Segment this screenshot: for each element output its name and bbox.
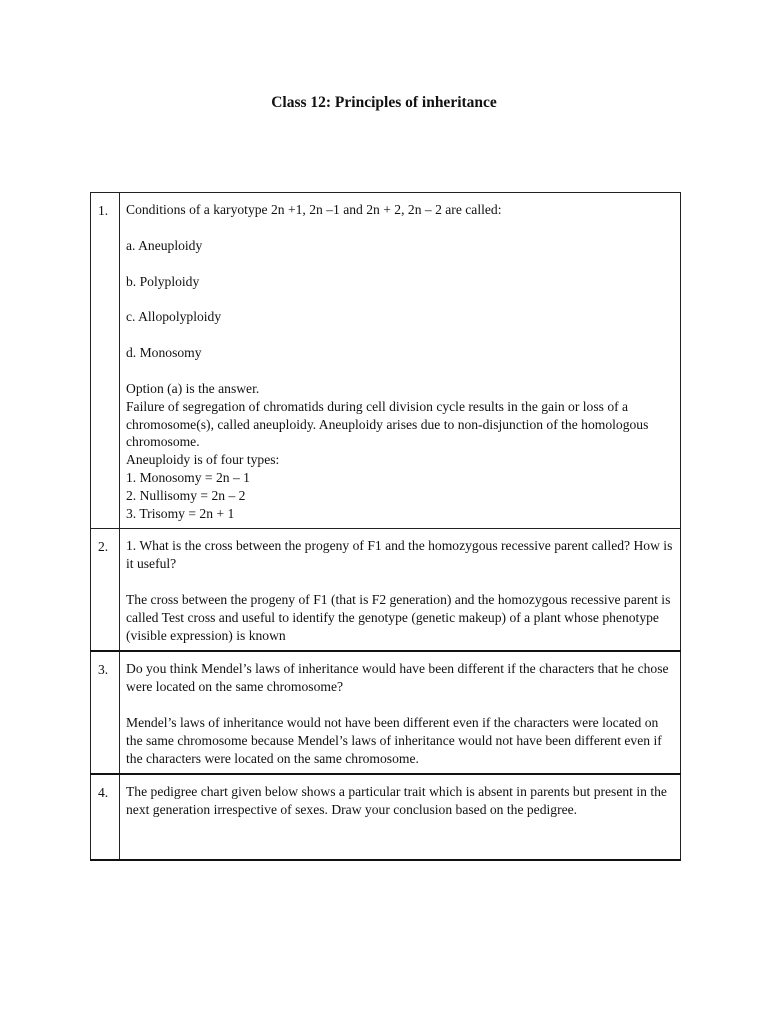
question-row: [91, 774, 681, 860]
answer-type-item: 2. Nullisomy = 2n – 2: [126, 487, 246, 503]
answer-text: The cross between the progeny of F1 (that is F2 generation) and the homozygous recessive parent is called Test cross and useful to identify the genotype (genetic makeup) of a plant whose phenotype (visible expression) is known: [126, 591, 671, 643]
answer-explanation: Failure of segregation of chromatids during cell division cycle results in the gain or loss of a chromosome(s), called aneuploidy. Aneuploidy arises due to non-disjunction of the homologous chromosome.: [126, 398, 649, 450]
answer-text: Mendel’s laws of inheritance would not have been different even if the characters were located on the same chromosome because Mendel’s laws of inheritance would not have been different even if the characters were located on the same chromosome.: [126, 714, 662, 766]
question-row: [91, 193, 681, 529]
question-text: Do you think Mendel’s laws of inheritance would have been different if the characters that he chose were located on the same chromosome?: [126, 661, 669, 695]
question-text: The pedigree chart given below shows a particular trait which is absent in parents but present in the next generation irrespective of sexes. Draw your conclusion based on the pedigree.: [126, 784, 667, 818]
answer-type-item: 1. Monosomy = 2n – 1: [126, 469, 250, 485]
question-content: [120, 651, 681, 774]
question-text: 1. What is the cross between the progeny of F1 and the homozygous recessive parent called? How is it useful?: [126, 538, 673, 572]
option-a: a. Aneuploidy: [126, 237, 203, 253]
question-content: [120, 193, 681, 529]
answer-types-heading: Aneuploidy is of four types:: [126, 452, 280, 468]
answer-type-item: 3. Trisomy = 2n + 1: [126, 505, 235, 521]
question-number: 2.: [91, 529, 120, 651]
question-row: [91, 651, 681, 774]
answer-statement: Option (a) is the answer.: [126, 380, 260, 396]
option-b: b. Polyploidy: [126, 273, 200, 289]
question-number: 3.: [91, 651, 120, 774]
questions-table: [90, 192, 681, 861]
question-number: 4.: [91, 774, 120, 860]
question-row: [91, 529, 681, 651]
question-content: [120, 529, 681, 651]
option-d: d. Monosomy: [126, 345, 202, 361]
option-c: c. Allopolyploidy: [126, 309, 222, 325]
question-number: 1.: [91, 193, 120, 529]
question-text: Conditions of a karyotype 2n +1, 2n –1 and 2n + 2, 2n – 2 are called:: [126, 202, 502, 217]
question-content: [120, 774, 681, 860]
page-title: Class 12: Principles of inheritance: [271, 94, 497, 111]
